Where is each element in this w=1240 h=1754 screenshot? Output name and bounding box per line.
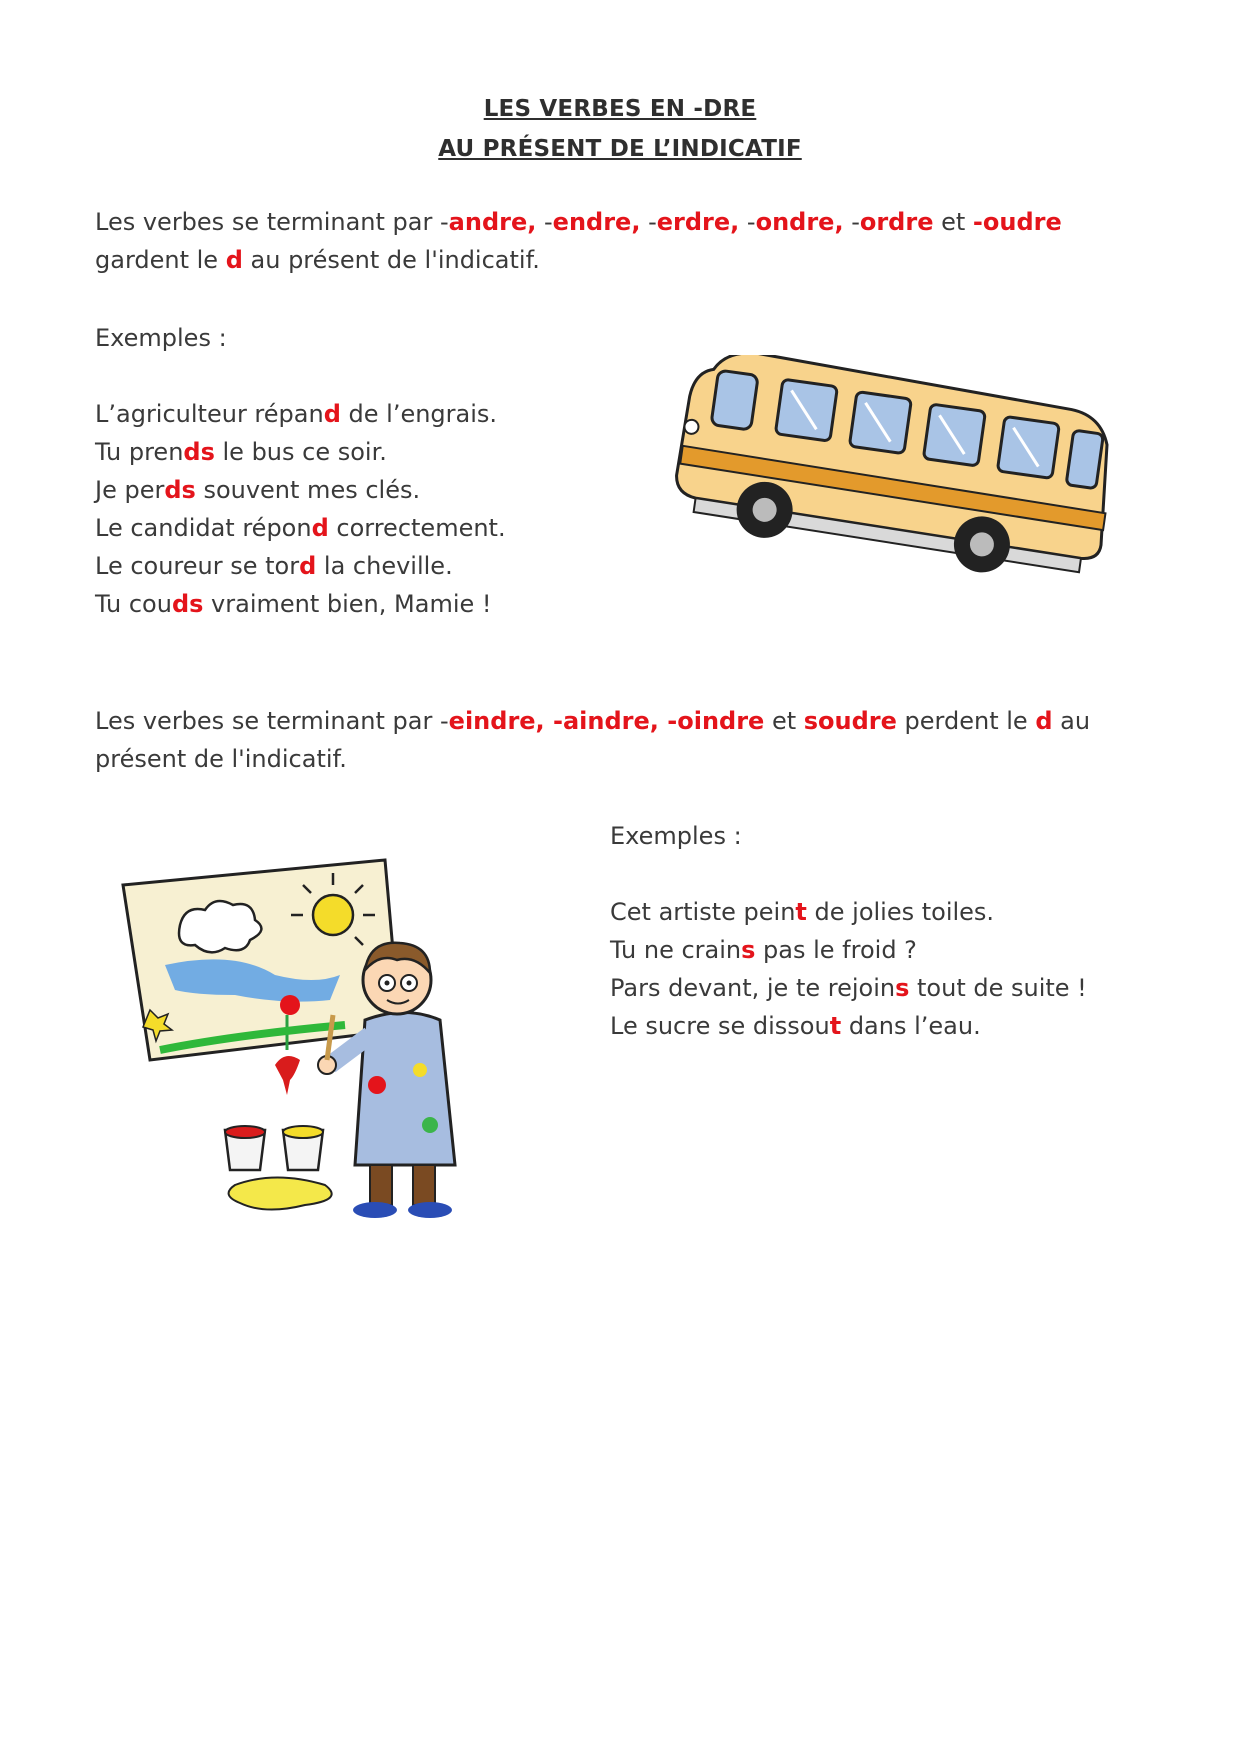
painter-illustration [115,855,505,1225]
page-subtitle: AU PRÉSENT DE L’INDICATIF [438,136,802,162]
example-sentence: Je perds souvent mes clés. [95,476,421,504]
example-sentence: Tu ne crains pas le froid ? [610,936,917,964]
rule-paragraph-2: Les verbes se terminant par -eindre, -aindre, -oindre et soudre perdent le d au présent de l'indicatif. [95,707,1091,773]
examples-label-2: Exemples : [610,822,742,850]
examples-label-1: Exemples : [95,324,227,352]
example-sentence: Le sucre se dissout dans l’eau. [610,1012,981,1040]
example-sentence: Tu prends le bus ce soir. [95,438,387,466]
example-sentence: Le candidat répond correctement. [95,514,506,542]
page-title: LES VERBES EN -DRE [483,96,757,122]
example-sentence: Pars devant, je te rejoins tout de suite ! [610,974,1087,1002]
example-sentence: L’agriculteur répand de l’engrais. [95,400,498,428]
examples-list-1 [95,395,506,623]
example-sentence: Cet artiste peint de jolies toiles. [610,898,995,926]
rule-paragraph-1: Les verbes se terminant par -andre, -endre, -erdre, -ondre, -ordre et -oudre gardent le d au présent de l'indicatif. [95,208,1062,274]
example-sentence: Tu couds vraiment bien, Mamie ! [95,590,492,618]
bus-illustration [660,355,1120,605]
examples-list-2 [610,893,1087,1045]
example-sentence: Le coureur se tord la cheville. [95,552,453,580]
